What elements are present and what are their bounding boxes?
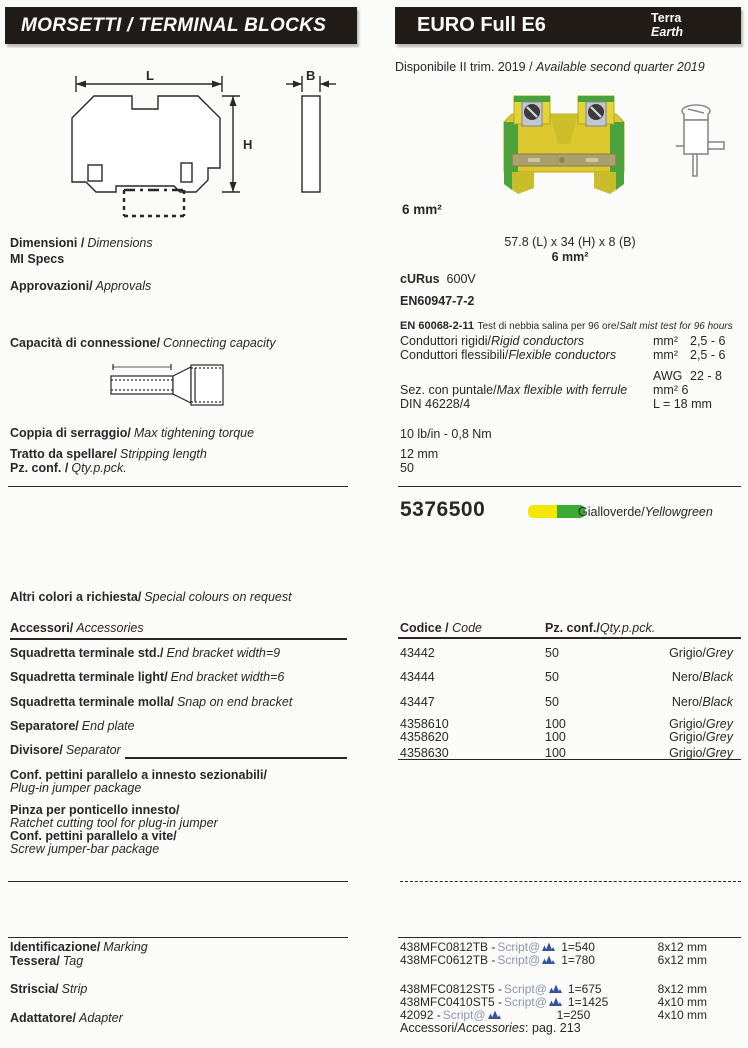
script-logo-icon [549,997,562,1007]
script-label: Script@ [504,995,547,1009]
divider [398,637,741,639]
divider [398,937,741,938]
earth-tag-it: Terra [651,11,682,25]
script-label: Script@ [497,940,541,954]
table-row: 4358630 100 Grigio/Grey [400,746,733,760]
marking-row: 42092 - Script@ 1=250 4x10 mm [400,1008,707,1022]
script-label: Script@ [504,982,547,996]
label-tightening-torque: Coppia di serraggio/ Max tightening torque [10,426,255,440]
dim-label-l: L [146,68,154,83]
divider [125,757,347,759]
acc-table-header: Codice / Code Pz. conf./Qty.p.pck. [400,621,656,635]
availability-note: Disponibile II trim. 2019 / Available second quarter 2019 [395,60,705,74]
stripping-value: 12 mm [400,447,439,461]
divider [398,486,741,487]
label-end-bracket-light: Squadretta terminale light/ End bracket width=6 [10,670,285,684]
label-snap-end-bracket: Squadretta terminale molla/ Snap on end bracket [10,695,293,709]
table-row: 43442 50 Grigio/Grey [400,646,733,660]
terminal-block-photo [498,92,630,200]
dim-label-b: B [306,68,316,83]
script-label: Script@ [442,1008,486,1022]
label-ratchet-tool-en: Ratchet cutting tool for plug-in jumper [10,816,218,830]
table-row: 4358610 100 Grigio/Grey [400,717,733,731]
earth-tag [651,11,683,39]
approval-en60947: EN60947-7-2 [400,294,475,308]
label-special-colours: Altri colori a richiesta/ Special colours on request [10,590,292,604]
right-header-bar [395,7,741,44]
label-mi-specs: MI Specs [10,252,65,266]
label-end-bracket-std: Squadretta terminale std./ End bracket width=9 [10,646,281,660]
label-approvals: Approvazioni/ Approvals [10,279,152,293]
label-ratchet-tool-it: Pinza per ponticello innesto/ [10,803,180,817]
salt-mist-test: EN 60068-2-11 Test di nebbia salina per 96 ore/Salt mist test for 96 hours [400,320,733,332]
flexible-conductors-row: Conduttori flessibili/Flexible conductors mm² 2,5 - 6 [400,348,726,362]
script-logo-icon [542,942,555,952]
label-strip: Striscia/ Strip [10,982,88,996]
section-size-heading: 6 mm² [402,202,442,217]
dimensions-value: 57.8 (L) x 34 (H) x 8 (B) [504,235,636,249]
label-plugin-jumper-en: Plug-in jumper package [10,781,142,795]
label-screw-jumper-en: Screw jumper-bar package [10,842,160,856]
label-accessories: Accessori/ Accessories [10,621,347,640]
marking-row: 438MFC0812ST5 - Script@ 1=675 8x12 mm [400,982,707,996]
dimension-drawing [62,68,354,226]
qty-value: 50 [400,461,414,475]
divider [400,881,741,882]
table-row: 43447 50 Nero/Black [400,695,733,709]
mounting-clamp-icon [666,100,726,180]
divider [398,759,741,760]
label-stripping-length: Tratto da spellare/ Stripping length [10,447,207,461]
dimensions-size: 6 mm² [551,250,589,264]
divider [8,937,348,938]
label-tag: Tessera/ Tag [10,954,84,968]
label-qty-per-pack: Pz. conf. / Qty.p.pck. [10,461,127,475]
left-header-bar [5,7,357,44]
label-end-plate: Separatore/ End plate [10,719,135,733]
color-swatch [528,505,585,518]
table-row: 4358620 100 Grigio/Grey [400,730,733,744]
product-code: 5376500 [400,498,486,521]
product-color-label: Gialloverde/Yellowgreen [578,505,713,519]
label-marking: Identificazione/ Marking [10,940,148,954]
din-row: DIN 46228/4 L = 18 mm [400,397,712,411]
dim-label-h: H [243,137,253,152]
script-logo-icon [549,984,562,994]
series-title: EURO Full E6 [417,14,546,36]
script-label: Script@ [497,953,541,967]
marking-row: 438MFC0410ST5 - Script@ 1=1425 4x10 mm [400,995,707,1009]
marking-row: 438MFC0812TB - Script@ 1=540 8x12 mm [400,940,707,954]
swatch-yellow [528,505,557,518]
rigid-conductors-row: Conduttori rigidi/Rigid conductors mm² 2,5 - 6 [400,334,726,348]
label-screw-jumper-it: Conf. pettini parallelo a vite/ [10,829,177,843]
label-separator: Divisore/ Separator [10,743,121,757]
label-connecting-capacity: Capacità di connessione/ Connecting capacity [10,336,276,350]
label-adapter: Adattatore/ Adapter [10,1011,123,1025]
marking-row: 438MFC0612TB - Script@ 1=780 6x12 mm [400,953,707,967]
left-header-title: MORSETTI / TERMINAL BLOCKS [21,14,327,36]
script-logo-icon [542,955,555,965]
approval-curus: cURus 600V [400,272,476,286]
ferrule-row: Sez. con puntale/Max flexible with ferrule mm² 6 [400,383,689,397]
torque-value: 10 lb/in - 0,8 Nm [400,427,492,441]
divider [8,881,348,882]
script-logo-icon [488,1010,501,1020]
label-plugin-jumper-it: Conf. pettini parallelo a innesto sezionabili/ [10,768,267,782]
divider [8,486,348,487]
table-row: 43444 50 Nero/Black [400,670,733,684]
ferrule-drawing [105,360,227,410]
earth-tag-en: Earth [651,25,683,39]
accessories-page-ref: Accessori/Accessories: pag. 213 [400,1021,581,1035]
label-dimensions: Dimensioni / Dimensions [10,236,153,250]
